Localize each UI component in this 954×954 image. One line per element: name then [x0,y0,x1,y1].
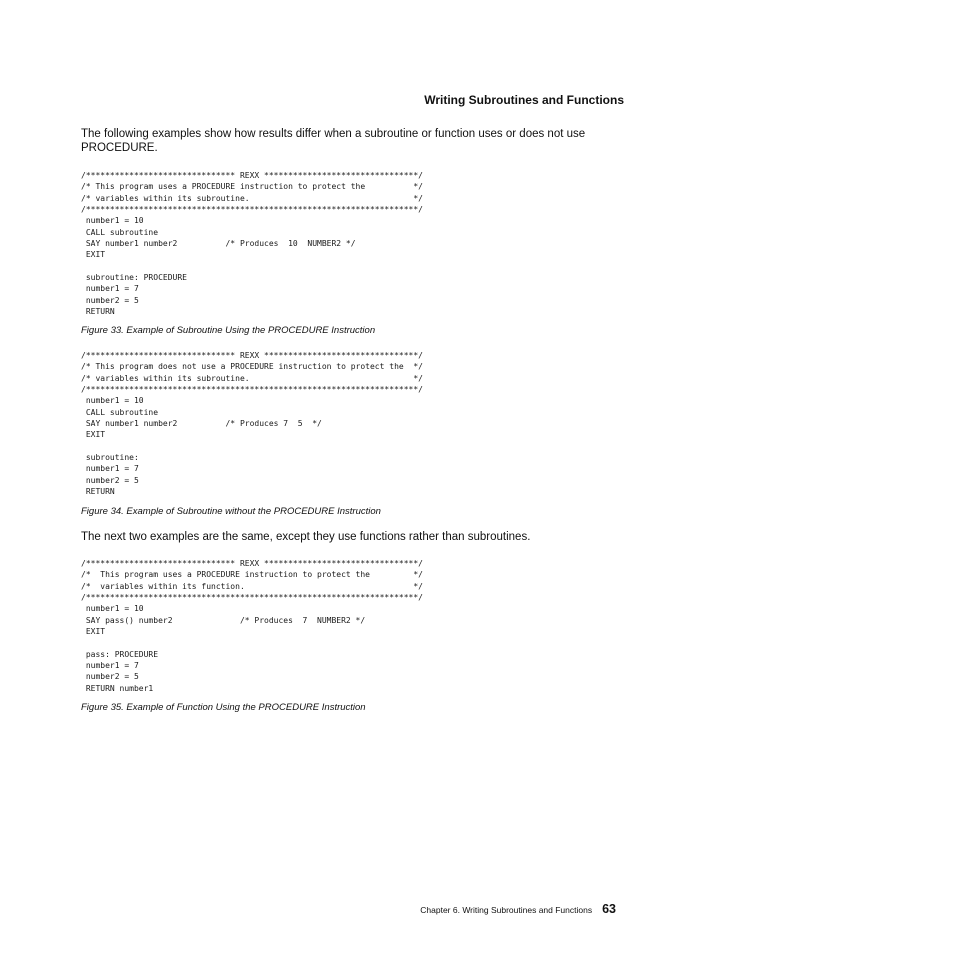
functions-intro-paragraph: The next two examples are the same, except they use functions rather than subroutines. [81,531,531,543]
page-footer [420,900,616,918]
figure-34-caption: Figure 34. Example of Subroutine without the PROCEDURE Instruction [81,506,381,517]
intro-paragraph: The following examples show how results differ when a subroutine or function uses or does not use PROCEDURE. [81,128,586,154]
footer-chapter-title: Chapter 6. Writing Subroutines and Functions [420,905,593,915]
figure-34-code-listing: /******************************* REXX ********************************/ /* This program does not use a PROCEDURE instruction to protect the */ /* variables within its subroutine. */ /*********************************************************************/ number1 = 10 CALL subroutine SAY number1 number2 /* Produces 7 5 */ EXIT subroutine: number1 = 7 number2 = 5 RETURN [81,351,423,497]
running-head-title: Writing Subroutines and Functions [424,93,624,107]
figure-35-code-listing: /******************************* REXX ********************************/ /* This program uses a PROCEDURE instruction to protect the */ /* variables within its function. */ /*********************************************************************/ number1 = 10 SAY pass() number2 /* Produces 7 NUMBER2 */ EXIT pass: PROCEDURE number1 = 7 number2 = 5 RETURN number1 [81,559,423,693]
page-number: 63 [602,902,616,916]
figure-33-caption: Figure 33. Example of Subroutine Using the PROCEDURE Instruction [81,325,376,336]
figure-33-code-listing: /******************************* REXX ********************************/ /* This program uses a PROCEDURE instruction to protect the */ /* variables within its subroutine. */ /*********************************************************************/ number1 = 10 CALL subroutine SAY number1 number2 /* Produces 10 NUMBER2 */ EXIT subroutine: PROCEDURE number1 = 7 number2 = 5 RETURN [81,171,423,317]
figure-35-caption: Figure 35. Example of Function Using the PROCEDURE Instruction [81,702,366,713]
